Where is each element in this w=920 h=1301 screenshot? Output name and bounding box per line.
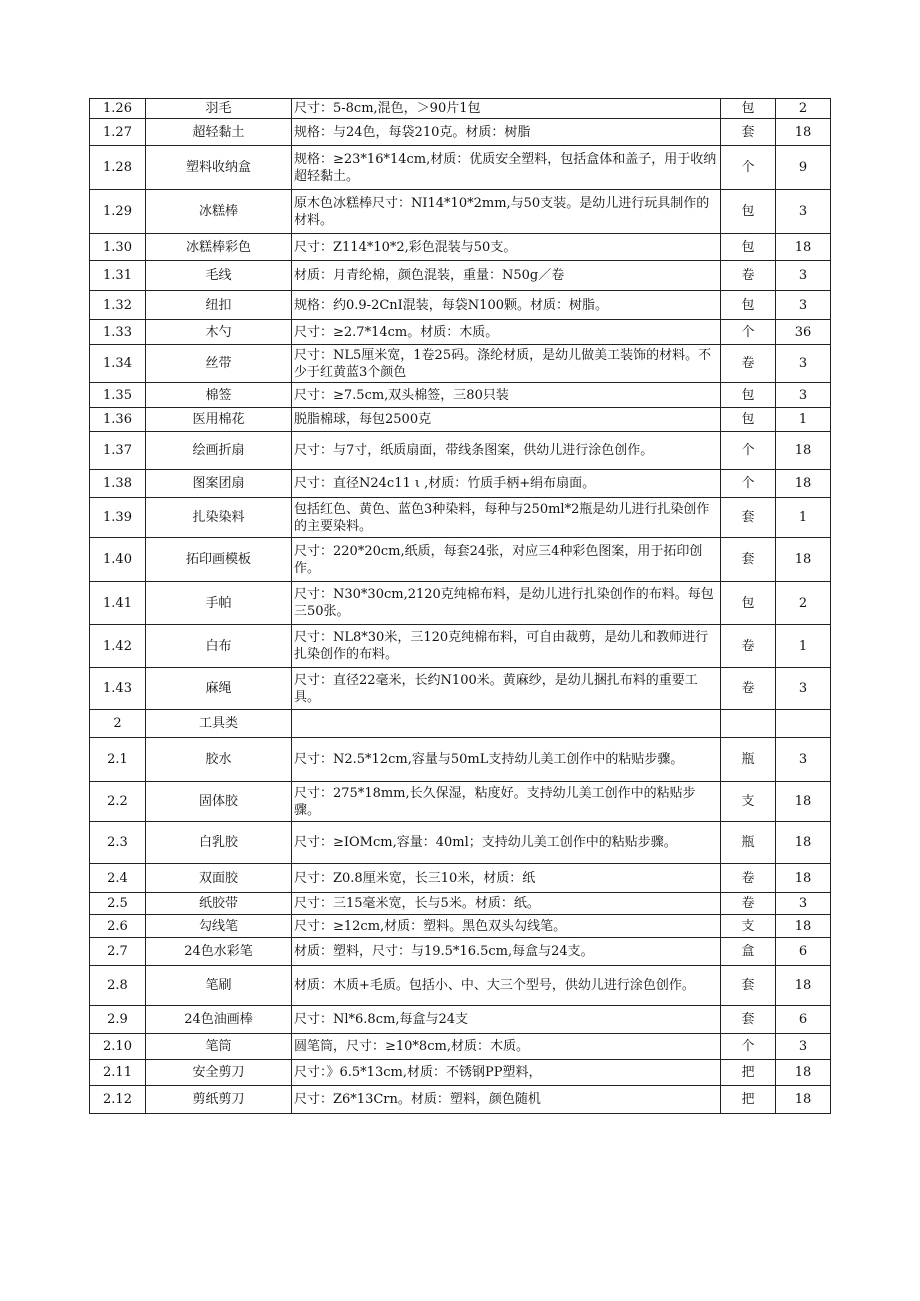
table-row <box>90 668 831 710</box>
item-spec: 尺寸：Z6*13Crn。材质：塑料，颜色随机 <box>292 1086 721 1114</box>
item-quantity: 3 <box>776 893 831 915</box>
item-spec: 尺寸：直径22毫米，长约N100米。黄麻纱，是幼儿捆扎布料的重要工具。 <box>292 668 721 710</box>
item-spec: 尺寸：NL5厘米宽，1卷25码。涤纶材质，是幼儿做美工装饰的材料。不少于红黄蓝3个颜色 <box>292 345 721 383</box>
item-spec: 尺寸：≥12cm,材质：塑料。黑色双头勾线笔。 <box>292 915 721 938</box>
item-name: 剪纸剪刀 <box>146 1086 292 1114</box>
item-quantity: 18 <box>776 822 831 864</box>
item-name: 拓印画模板 <box>146 538 292 582</box>
item-number: 2.1 <box>90 738 146 782</box>
item-unit: 包 <box>721 99 776 119</box>
item-spec: 尺寸：5-8cm,混色，＞90片1包 <box>292 99 721 119</box>
table-row <box>90 345 831 383</box>
table-row <box>90 146 831 190</box>
item-spec: 脱脂棉球，每包2500克 <box>292 408 721 432</box>
item-quantity: 18 <box>776 538 831 582</box>
item-number: 1.33 <box>90 320 146 345</box>
item-spec: 尺寸：三15毫米宽，长与5米。材质：纸。 <box>292 893 721 915</box>
table-row <box>90 893 831 915</box>
item-unit <box>721 710 776 738</box>
item-name: 毛线 <box>146 261 292 291</box>
item-name: 图案团扇 <box>146 470 292 498</box>
item-unit: 包 <box>721 582 776 625</box>
item-name: 麻绳 <box>146 668 292 710</box>
item-quantity: 3 <box>776 190 831 234</box>
item-number: 2.10 <box>90 1034 146 1060</box>
item-name: 胶水 <box>146 738 292 782</box>
item-quantity: 1 <box>776 408 831 432</box>
item-unit: 套 <box>721 966 776 1006</box>
item-name: 扎染染料 <box>146 498 292 538</box>
table-row <box>90 625 831 668</box>
item-unit: 瓶 <box>721 738 776 782</box>
item-name: 工具类 <box>146 710 292 738</box>
table-row <box>90 261 831 291</box>
item-unit: 盒 <box>721 938 776 966</box>
item-quantity: 3 <box>776 261 831 291</box>
item-spec: 规格：≥23*16*14cm,材质：优质安全塑料，包括盒体和盖子，用于收纳超轻黏土。 <box>292 146 721 190</box>
item-number: 1.40 <box>90 538 146 582</box>
table-row <box>90 320 831 345</box>
item-spec: 尺寸：直径N24c11 ι ,材质：竹质手柄+绢布扇面。 <box>292 470 721 498</box>
item-unit: 个 <box>721 432 776 470</box>
table-row <box>90 498 831 538</box>
item-quantity: 6 <box>776 1006 831 1034</box>
item-spec: 尺寸：≥7.5cm,双头棉签，三80只装 <box>292 383 721 408</box>
item-number: 2.6 <box>90 915 146 938</box>
item-spec: 尺寸：NL8*30米，三120克纯棉布料，可自由裁剪，是幼儿和教师进行扎染创作的布料。 <box>292 625 721 668</box>
item-number: 1.32 <box>90 291 146 320</box>
item-name: 丝带 <box>146 345 292 383</box>
item-unit: 瓶 <box>721 822 776 864</box>
item-unit: 个 <box>721 1034 776 1060</box>
item-unit: 卷 <box>721 345 776 383</box>
item-name: 木勺 <box>146 320 292 345</box>
item-quantity: 3 <box>776 291 831 320</box>
item-number: 2.9 <box>90 1006 146 1034</box>
item-name: 医用棉花 <box>146 408 292 432</box>
item-spec: 尺寸：Z114*10*2,彩色混装与50支。 <box>292 234 721 261</box>
item-name: 安全剪刀 <box>146 1060 292 1086</box>
item-unit: 包 <box>721 408 776 432</box>
item-unit: 包 <box>721 291 776 320</box>
item-spec: 规格：与24色，每袋210克。材质：树脂 <box>292 119 721 146</box>
item-spec: 尺寸：N2.5*12cm,容量与50mL支持幼儿美工创作中的粘贴步骤。 <box>292 738 721 782</box>
item-quantity: 18 <box>776 1060 831 1086</box>
item-unit: 卷 <box>721 261 776 291</box>
item-spec: 规格：约0.9-2CnI混装，每袋N100颗。材质：树脂。 <box>292 291 721 320</box>
item-unit: 套 <box>721 119 776 146</box>
table-row <box>90 432 831 470</box>
table-row <box>90 915 831 938</box>
item-quantity: 2 <box>776 582 831 625</box>
item-quantity: 3 <box>776 345 831 383</box>
table-row <box>90 538 831 582</box>
item-name: 超轻黏土 <box>146 119 292 146</box>
item-spec: 材质：木质+毛质。包括小、中、大三个型号，供幼儿进行涂色创作。 <box>292 966 721 1006</box>
item-name: 棉签 <box>146 383 292 408</box>
item-spec: 尺寸：》6.5*13cm,材质：不锈钢PP塑料， <box>292 1060 721 1086</box>
item-name: 纸胶带 <box>146 893 292 915</box>
table-row <box>90 234 831 261</box>
table-row <box>90 1034 831 1060</box>
item-quantity: 18 <box>776 966 831 1006</box>
table-row <box>90 710 831 738</box>
item-name: 固体胶 <box>146 782 292 822</box>
item-spec: 尺寸：Nl*6.8cm,每盒与24支 <box>292 1006 721 1034</box>
table-row <box>90 119 831 146</box>
item-name: 24色水彩笔 <box>146 938 292 966</box>
item-name: 双面胶 <box>146 864 292 893</box>
item-spec: 包括红色、黄色、蓝色3种染料，每种与250ml*2瓶是幼儿进行扎染创作的主要染料。 <box>292 498 721 538</box>
table-row <box>90 383 831 408</box>
item-unit: 卷 <box>721 893 776 915</box>
item-quantity: 18 <box>776 782 831 822</box>
item-unit: 包 <box>721 190 776 234</box>
item-number: 2 <box>90 710 146 738</box>
item-spec: 尺寸：220*20cm,纸质，每套24张，对应三4种彩色图案，用于拓印创作。 <box>292 538 721 582</box>
table-row <box>90 864 831 893</box>
item-quantity: 3 <box>776 1034 831 1060</box>
item-quantity: 3 <box>776 383 831 408</box>
item-name: 白布 <box>146 625 292 668</box>
item-number: 1.39 <box>90 498 146 538</box>
item-quantity: 3 <box>776 738 831 782</box>
item-spec: 尺寸：与7寸，纸质扇面，带线条图案，供幼儿进行涂色创作。 <box>292 432 721 470</box>
item-unit: 卷 <box>721 668 776 710</box>
item-number: 2.5 <box>90 893 146 915</box>
table-row <box>90 1086 831 1114</box>
table-body <box>90 99 831 1114</box>
item-number: 2.11 <box>90 1060 146 1086</box>
table-row <box>90 408 831 432</box>
item-quantity: 3 <box>776 668 831 710</box>
item-quantity <box>776 710 831 738</box>
item-unit: 把 <box>721 1060 776 1086</box>
item-quantity: 36 <box>776 320 831 345</box>
table-row <box>90 738 831 782</box>
item-number: 1.34 <box>90 345 146 383</box>
item-unit: 包 <box>721 234 776 261</box>
item-unit: 支 <box>721 915 776 938</box>
item-unit: 卷 <box>721 625 776 668</box>
table-row <box>90 1060 831 1086</box>
item-number: 1.43 <box>90 668 146 710</box>
table-row <box>90 190 831 234</box>
item-number: 2.7 <box>90 938 146 966</box>
item-name: 笔筒 <box>146 1034 292 1060</box>
item-spec: 尺寸：Z0.8厘米宽，长三10米，材质：纸 <box>292 864 721 893</box>
item-quantity: 1 <box>776 625 831 668</box>
item-number: 1.38 <box>90 470 146 498</box>
item-number: 2.3 <box>90 822 146 864</box>
item-name: 手帕 <box>146 582 292 625</box>
item-number: 1.41 <box>90 582 146 625</box>
item-unit: 支 <box>721 782 776 822</box>
item-name: 冰糕棒彩色 <box>146 234 292 261</box>
item-quantity: 6 <box>776 938 831 966</box>
item-quantity: 1 <box>776 498 831 538</box>
item-spec: 尺寸：≥IOMcm,容量：40ml；支持幼儿美工创作中的粘贴步骤。 <box>292 822 721 864</box>
item-spec: 尺寸：≥2.7*14cm。材质：木质。 <box>292 320 721 345</box>
table-row <box>90 99 831 119</box>
item-spec <box>292 710 721 738</box>
item-name: 笔刷 <box>146 966 292 1006</box>
item-spec: 材质：塑料，尺寸：与19.5*16.5cm,每盒与24支。 <box>292 938 721 966</box>
table-row <box>90 938 831 966</box>
item-number: 1.36 <box>90 408 146 432</box>
table-row <box>90 291 831 320</box>
item-quantity: 18 <box>776 119 831 146</box>
item-spec: 原木色冰糕棒尺寸：NI14*10*2mm,与50支装。是幼儿进行玩具制作的材料。 <box>292 190 721 234</box>
item-number: 1.30 <box>90 234 146 261</box>
item-name: 白乳胶 <box>146 822 292 864</box>
item-number: 1.28 <box>90 146 146 190</box>
item-unit: 卷 <box>721 864 776 893</box>
item-number: 2.4 <box>90 864 146 893</box>
table-row <box>90 1006 831 1034</box>
table-row <box>90 822 831 864</box>
item-quantity: 18 <box>776 234 831 261</box>
item-unit: 包 <box>721 383 776 408</box>
item-unit: 套 <box>721 498 776 538</box>
item-name: 冰糕棒 <box>146 190 292 234</box>
item-quantity: 18 <box>776 864 831 893</box>
item-number: 1.37 <box>90 432 146 470</box>
item-unit: 套 <box>721 1006 776 1034</box>
item-name: 塑料收纳盒 <box>146 146 292 190</box>
item-unit: 个 <box>721 320 776 345</box>
item-spec: 尺寸：275*18mm,长久保湿，粘度好。支持幼儿美工创作中的粘贴步骤。 <box>292 782 721 822</box>
item-number: 2.2 <box>90 782 146 822</box>
item-spec: 尺寸：N30*30cm,2120克纯棉布料，是幼儿进行扎染创作的布料。每包三50张。 <box>292 582 721 625</box>
item-unit: 把 <box>721 1086 776 1114</box>
item-quantity: 18 <box>776 470 831 498</box>
item-number: 1.29 <box>90 190 146 234</box>
item-quantity: 18 <box>776 915 831 938</box>
item-number: 2.12 <box>90 1086 146 1114</box>
item-unit: 个 <box>721 146 776 190</box>
table-row <box>90 782 831 822</box>
item-quantity: 18 <box>776 432 831 470</box>
item-quantity: 18 <box>776 1086 831 1114</box>
item-name: 绘画折扇 <box>146 432 292 470</box>
item-name: 24色油画棒 <box>146 1006 292 1034</box>
item-number: 1.31 <box>90 261 146 291</box>
table-row <box>90 966 831 1006</box>
item-number: 1.26 <box>90 99 146 119</box>
supply-spec-table <box>89 98 831 1114</box>
item-name: 羽毛 <box>146 99 292 119</box>
item-spec: 材质：月青纶棉，颜色混装，重量：N50g／卷 <box>292 261 721 291</box>
item-number: 1.42 <box>90 625 146 668</box>
item-number: 1.27 <box>90 119 146 146</box>
item-quantity: 2 <box>776 99 831 119</box>
table-row <box>90 470 831 498</box>
item-quantity: 9 <box>776 146 831 190</box>
item-name: 勾线笔 <box>146 915 292 938</box>
item-number: 1.35 <box>90 383 146 408</box>
item-spec: 圆笔筒，尺寸：≥10*8cm,材质：木质。 <box>292 1034 721 1060</box>
item-unit: 套 <box>721 538 776 582</box>
table-row <box>90 582 831 625</box>
item-unit: 个 <box>721 470 776 498</box>
item-name: 纽扣 <box>146 291 292 320</box>
item-number: 2.8 <box>90 966 146 1006</box>
